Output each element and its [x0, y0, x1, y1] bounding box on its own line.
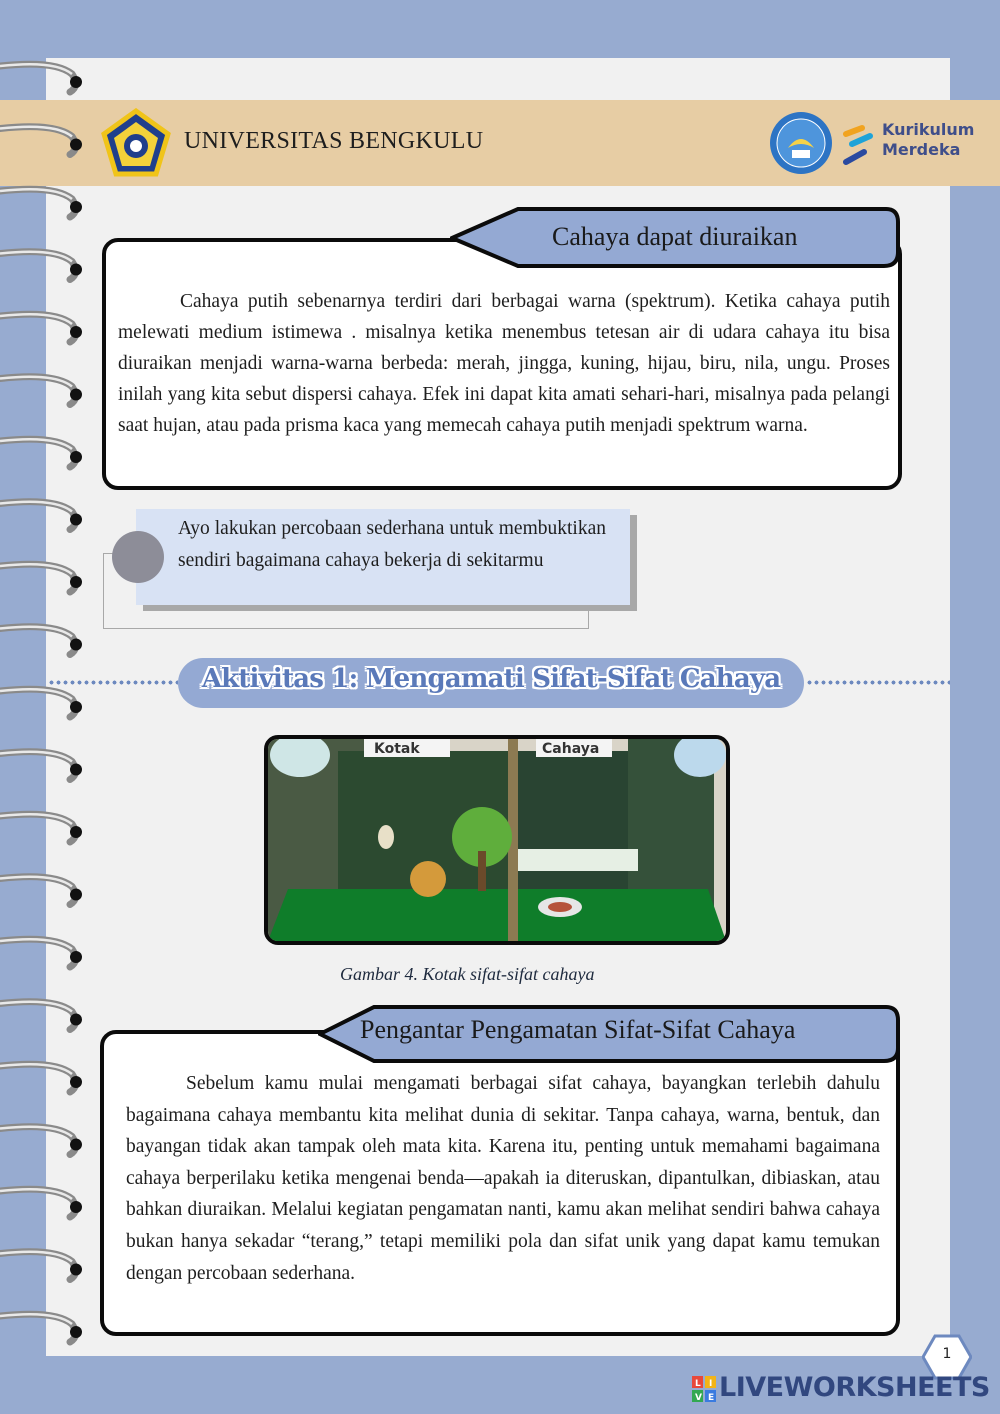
- figure-caption: Gambar 4. Kotak sifat-sifat cahaya: [340, 964, 595, 984]
- introduction-paragraph: Sebelum kamu mulai mengamati berbagai sifat cahaya, bayangkan terlebih dahulu bagaimana cahaya membantu kita melihat dunia di sekitar. Tanpa cahaya, warna, bentuk, dan bayangan tidak akan tampak oleh mata kita. Karena itu, penting untuk memahami bagaimana cahaya berperilaku ketika mengenai benda—apakah ia diteruskan, dipantulkan, dibiaskan, atau bahkan diuraikan. Melalui kegiatan pengamatan nanti, kamu akan melihat sendiri bahwa cahaya bukan hanya sekadar “terang,” tetapi memiliki pola dan sifat unik yang dapat kamu temukan dengan percobaan sederhana.: [126, 1073, 880, 1284]
- kurikulum-merdeka-logo: [842, 118, 878, 170]
- page-number: 1: [942, 1346, 952, 1362]
- dotted-divider-left: [48, 680, 178, 685]
- light-box-photo: [264, 735, 730, 945]
- section-title-introduction: Pengantar Pengamatan Sifat-Sifat Cahaya: [360, 1015, 796, 1044]
- spiral-ring: [0, 814, 82, 842]
- info-box-dispersion: [102, 238, 902, 490]
- spiral-ring: [0, 1002, 82, 1030]
- box-sign-cahaya: Cahaya: [542, 741, 600, 757]
- note-text: Ayo lakukan percobaan sederhana untuk membuktikan sendiri bagaimana cahaya bekerja di sekitarmu: [178, 518, 606, 571]
- spiral-ring: [0, 877, 82, 905]
- spiral-ring: [0, 1252, 82, 1280]
- logo-letter-l: L: [695, 1379, 701, 1389]
- liveworksheets-brand[interactable]: LIVEWORKSHEETS: [719, 1372, 990, 1403]
- spiral-ring: [0, 752, 82, 780]
- logo-letter-v: V: [695, 1393, 702, 1402]
- spiral-ring: [0, 314, 82, 342]
- kurikulum-word: Kurikulum: [882, 120, 975, 139]
- spiral-ring: [0, 439, 82, 467]
- logo-letter-i: I: [709, 1379, 713, 1389]
- spiral-ring: [0, 1189, 82, 1217]
- logo-letter-e: E: [708, 1393, 715, 1402]
- light-box-illustration: [268, 739, 726, 941]
- bullet-circle-icon: [112, 531, 164, 583]
- box-sign-kotak: Kotak: [374, 741, 420, 757]
- spiral-ring: [0, 1314, 82, 1342]
- university-name: UNIVERSITAS BENGKULU: [184, 128, 484, 154]
- dotted-divider-right: [806, 680, 950, 685]
- spiral-ring: [0, 127, 82, 155]
- spiral-ring: [0, 502, 82, 530]
- activity-title: Aktivitas 1: Mengamati Sifat-Sifat Cahaya: [201, 664, 781, 694]
- merdeka-word: Merdeka: [882, 140, 961, 159]
- kurikulum-merdeka-label: [882, 120, 974, 160]
- spiral-ring: [0, 189, 82, 217]
- spiral-ring: [0, 1127, 82, 1155]
- spiral-ring: [0, 564, 82, 592]
- spiral-ring: [0, 377, 82, 405]
- spiral-ring: [0, 252, 82, 280]
- spiral-ring: [0, 64, 82, 92]
- tut-wuri-handayani-logo: [768, 110, 834, 176]
- spiral-ring: [0, 689, 82, 717]
- spiral-ring: [0, 627, 82, 655]
- spiral-binding: [0, 0, 100, 1414]
- info-box-introduction: [100, 1030, 900, 1336]
- spiral-ring: [0, 939, 82, 967]
- spiral-ring: [0, 1064, 82, 1092]
- section-title-dispersion: Cahaya dapat diuraikan: [552, 222, 798, 251]
- dispersion-paragraph: Cahaya putih sebenarnya terdiri dari berbagai warna (spektrum). Ketika cahaya putih melewati medium istimewa . misalnya ketika menembus tetesan air di udara cahaya itu bisa diuraikan menjadi warna-warna berbeda: merah, jingga, kuning, hijau, biru, nila, ungu. Proses inilah yang kita sebut dispersi cahaya. Efek ini dapat kita amati sehari-hari, misalnya pada pelangi saat hujan, atau pada prisma kaca yang memecah cahaya putih menjadi spektrum warna.: [118, 291, 890, 436]
- liveworksheets-logo-icon: [692, 1376, 716, 1402]
- university-logo: [100, 108, 172, 180]
